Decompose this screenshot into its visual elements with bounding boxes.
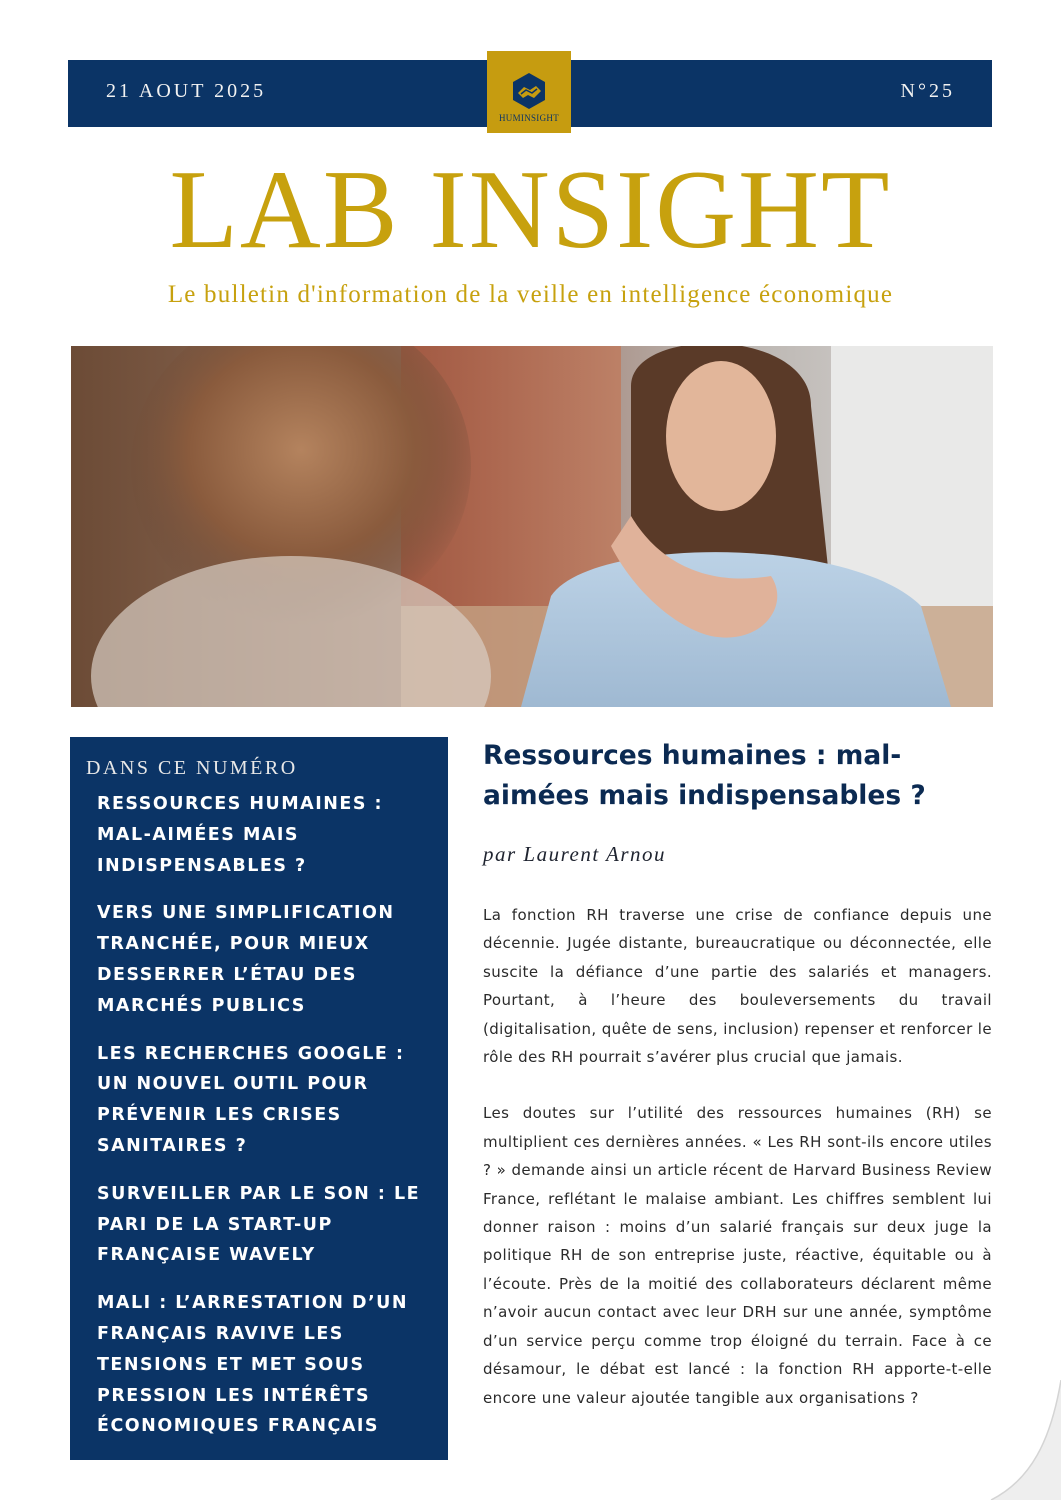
article-title: Ressources humaines : mal-aimées mais indispensables ? xyxy=(483,740,926,811)
contents-item[interactable]: LES RECHERCHES GOOGLE : UN NOUVEL OUTIL POUR PRÉVENIR LES CRISES SANITAIRES ? xyxy=(97,1043,405,1156)
issue-number: N°25 xyxy=(900,80,955,102)
cover-photo xyxy=(71,346,993,707)
contents-item[interactable]: VERS UNE SIMPLIFICATION TRANCHÉE, POUR MIEUX DESSERRER L’ÉTAU DES MARCHÉS PUBLICS xyxy=(97,903,395,1016)
article-paragraph: Les doutes sur l’utilité des ressources humaines (RH) se multiplient ces dernières années. « Les RH sont-ils encore utiles ? » demande ainsi un article récent de Harvard Business Review France, reflétant le malaise ambiant. Les chiffres semblent lui donner raison : moins d’un salarié français sur deux juge la politique RH de son entreprise juste, réactive, équitable ou à l’écoute. Près de la moitié des collaborateurs déclarent même n’avoir aucun contact avec leur DRH sur une année, symptôme d’un service perçu comme trop éloigné du terrain. Face à ce désamour, le débat est lancé : la fonction RH apporte-t-elle encore une valeur ajoutée tangible aux organisations ? xyxy=(483,1104,992,1407)
page-curl xyxy=(971,1380,1061,1500)
article-body xyxy=(483,901,992,1440)
contents-item[interactable]: RESSOURCES HUMAINES : MAL-AIMÉES MAIS INDISPENSABLES ? xyxy=(97,794,384,876)
article-paragraph: La fonction RH traverse une crise de confiance depuis une décennie. Jugée distante, bureaucratique ou déconnectée, elle suscite la défiance d’une partie des salariés et managers. Pourtant, à l’heure des bouleversements du travail (digitalisation, quête de sens, inclusion) repenser et renforcer le rôle des RH pourrait s’avérer plus crucial que jamais. xyxy=(483,906,993,1067)
article-author: par Laurent Arnou xyxy=(483,842,667,866)
contents-item[interactable]: SURVEILLER PAR LE SON : LE PARI DE LA START-UP FRANÇAISE WAVELY xyxy=(97,1183,421,1266)
huminsight-logo xyxy=(487,51,571,133)
handshake-icon xyxy=(509,71,549,111)
logo-text: HUMINSIGHT xyxy=(499,113,559,123)
masthead-title: LAB INSIGHT xyxy=(169,148,892,272)
in-this-issue-panel xyxy=(70,737,448,1460)
masthead-subtitle: Le bulletin d'information de la veille en intelligence économique xyxy=(167,281,894,308)
issue-date: 21 AOUT 2025 xyxy=(106,80,267,102)
issue-contents-list xyxy=(97,789,437,1459)
contents-item[interactable]: MALI : L’ARRESTATION D’UN FRANÇAIS RAVIVE LES TENSIONS ET MET SOUS PRESSION LES INTÉRÊTS ÉCONOMIQUES FRANÇAIS xyxy=(97,1293,408,1437)
in-this-issue-heading: DANS CE NUMÉRO xyxy=(86,757,298,779)
